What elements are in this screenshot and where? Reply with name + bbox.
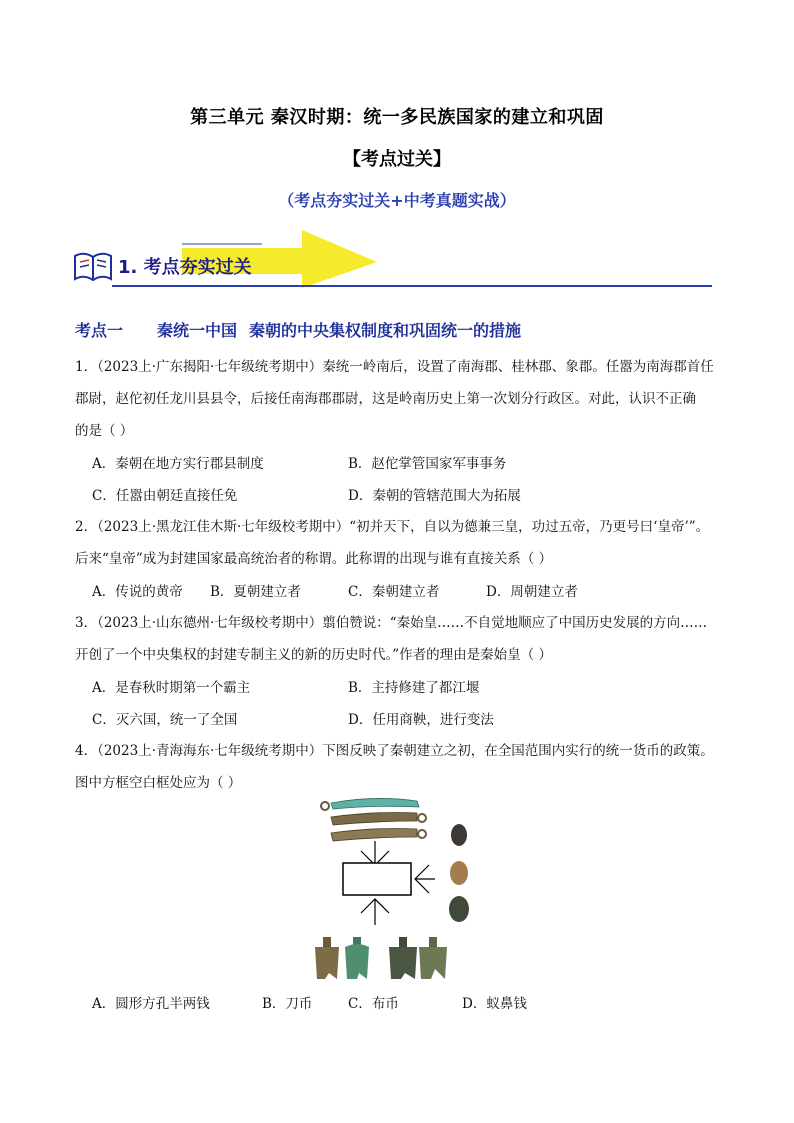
spade-coin-icon (315, 937, 339, 979)
q3-option-b[interactable]: B．主持修建了都江堰 (348, 680, 480, 696)
q1-option-b[interactable]: B．赵佗掌管国家军事事务 (348, 456, 507, 472)
q3-option-d[interactable]: D．任用商鞅，进行变法 (348, 712, 494, 728)
q3-option-c[interactable]: C．灭六国，统一了全国 (92, 712, 238, 728)
blank-box (343, 863, 411, 895)
q2-option-c[interactable]: C．秦朝建立者 (348, 584, 440, 600)
document-sub-subtitle: （考点夯实过关+中考真题实战） (278, 191, 516, 210)
section-banner (72, 228, 712, 290)
section-label: 考点一 (75, 321, 124, 340)
currency-unification-figure (305, 797, 485, 985)
document-title: 第三单元 秦汉时期：统一多民族国家的建立和巩固 (190, 107, 604, 128)
q4-option-c[interactable]: C．布币 (348, 996, 399, 1012)
spade-coin-icon (419, 937, 447, 979)
document-subtitle: 【考点过关】 (343, 149, 451, 170)
question-line: 的是（ ） (75, 423, 134, 439)
question-line: 2．（2023上·黑龙江佳木斯·七年级校考期中）“初并天下，自以为德兼三皇，功过五帝，乃更号曰‘皇帝’”。 (75, 519, 710, 535)
q2-option-b[interactable]: B．夏朝建立者 (210, 584, 301, 600)
q1-option-c[interactable]: C．任嚣由朝廷直接任免 (92, 488, 238, 504)
section-heading (75, 318, 521, 341)
q3-option-a[interactable]: A．是春秋时期第一个霸主 (92, 680, 251, 696)
question-line: 1．（2023上·广东揭阳·七年级统考期中）秦统一岭南后，设置了南海郡、桂林郡、象郡。任嚣为南海郡首任 (75, 359, 714, 375)
question-line: 3．（2023上·山东德州·七年级校考期中）翦伯赞说：“秦始皇……不自觉地顺应了中国历史发展的方向…… (75, 615, 708, 631)
spade-coin-icon (389, 937, 417, 979)
q1-option-a[interactable]: A．秦朝在地方实行郡县制度 (92, 456, 264, 472)
q4-option-a[interactable]: A．圆形方孔半两钱 (92, 996, 210, 1012)
knife-coin-icon (321, 798, 419, 810)
question-2 (75, 511, 725, 575)
knife-coin-icon (331, 813, 426, 826)
question-line: 开创了一个中央集权的封建专制主义的新的历史时代。”作者的理由是秦始皇（ ） (75, 647, 552, 663)
q2-option-d[interactable]: D．周朝建立者 (486, 584, 578, 600)
question-line: 图中方框空白框处应为（ ） (75, 775, 242, 791)
open-book-icon (72, 246, 114, 284)
question-1 (75, 351, 725, 447)
question-3 (75, 607, 725, 671)
ant-nose-coin-icon (451, 824, 467, 846)
section-topic-2: 秦朝的中央集权制度和巩固统一的措施 (249, 321, 522, 340)
ant-nose-coin-icon (450, 861, 468, 885)
q4-option-b[interactable]: B．刀币 (262, 996, 313, 1012)
q2-option-a[interactable]: A．传说的黄帝 (92, 584, 183, 600)
ant-nose-coin-icon (449, 896, 469, 922)
banner-underline (112, 285, 712, 287)
spade-coin-icon (345, 937, 369, 979)
q4-option-d[interactable]: D．蚁鼻钱 (462, 996, 527, 1012)
question-line: 郡尉，赵佗初任龙川县县令，后接任南海郡郡尉，这是岭南历史上第一次划分行政区。对此，认识不正确 (75, 391, 696, 407)
question-line: 后来“皇帝”成为封建国家最高统治者的称谓。此称谓的出现与谁有直接关系（ ） (75, 551, 553, 567)
question-4 (75, 735, 725, 799)
q1-option-d[interactable]: D．秦朝的管辖范围大为拓展 (348, 488, 521, 504)
section-topic-1: 秦统一中国 (157, 321, 238, 340)
banner-label: 1. 考点夯实过关 (118, 257, 252, 278)
knife-coin-icon (331, 829, 426, 842)
question-line: 4．（2023上·青海海东·七年级统考期中）下图反映了秦朝建立之初，在全国范围内实行的统一货币的政策。 (75, 743, 714, 759)
